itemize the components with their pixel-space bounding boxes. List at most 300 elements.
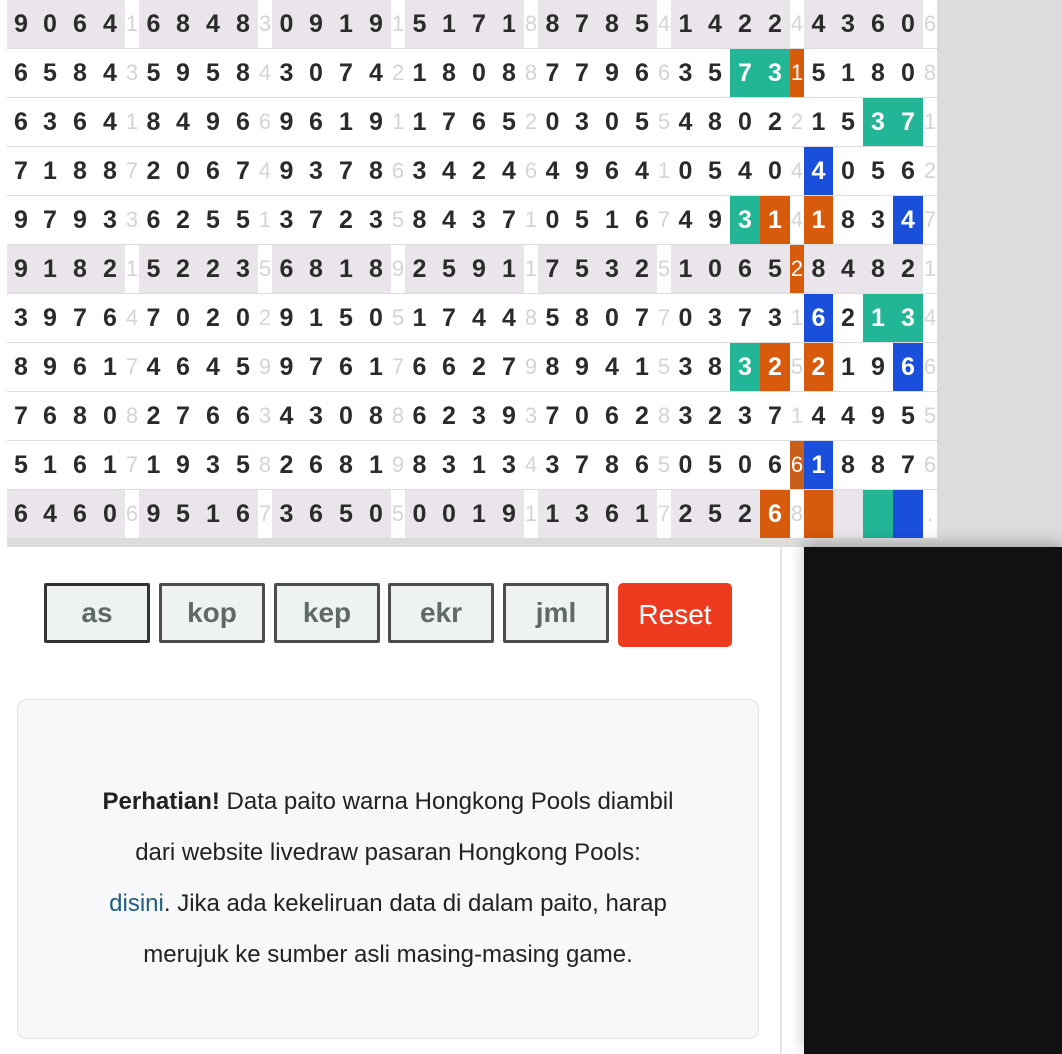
paito-digit: 4 bbox=[538, 147, 567, 195]
paito-digit: 8 bbox=[95, 147, 125, 195]
paito-digit: 7 bbox=[494, 343, 524, 391]
paito-separator: 7 bbox=[125, 441, 139, 489]
kop-button[interactable]: kop bbox=[159, 583, 265, 643]
paito-digit: 0 bbox=[833, 147, 863, 195]
paito-digit: 3 bbox=[301, 147, 331, 195]
paito-separator: 2 bbox=[790, 98, 804, 146]
notice-box bbox=[17, 699, 759, 1039]
paito-digit: 6 bbox=[597, 490, 627, 538]
paito-digit: 6 bbox=[35, 392, 65, 440]
paito-digit: 4 bbox=[35, 490, 65, 538]
paito-digit: 1 bbox=[538, 490, 567, 538]
paito-digit: 7 bbox=[893, 98, 923, 146]
paito-digit: 1 bbox=[198, 490, 228, 538]
paito-digit: 6 bbox=[65, 0, 95, 48]
paito-digit: 6 bbox=[272, 245, 301, 293]
paito-grid bbox=[7, 0, 1062, 547]
paito-digit: 8 bbox=[361, 245, 391, 293]
paito-separator: 9 bbox=[391, 441, 405, 489]
paito-digit: 6 bbox=[198, 392, 228, 440]
paito-digit: 3 bbox=[671, 49, 700, 97]
paito-digit: 7 bbox=[228, 147, 258, 195]
paito-digit: 7 bbox=[893, 441, 923, 489]
paito-digit: 6 bbox=[331, 343, 361, 391]
paito-digit: 9 bbox=[272, 294, 301, 342]
paito-digit: 4 bbox=[494, 294, 524, 342]
paito-digit: 4 bbox=[95, 49, 125, 97]
paito-digit: 3 bbox=[228, 245, 258, 293]
paito-digit: 8 bbox=[65, 49, 95, 97]
paito-digit: 0 bbox=[95, 490, 125, 538]
paito-digit: 0 bbox=[700, 245, 730, 293]
paito-digit: 8 bbox=[863, 441, 893, 489]
paito-separator: 8 bbox=[524, 294, 538, 342]
paito-digit: 1 bbox=[671, 0, 700, 48]
paito-separator: 1 bbox=[391, 98, 405, 146]
paito-digit: 9 bbox=[361, 98, 391, 146]
paito-digit: 9 bbox=[139, 490, 168, 538]
paito-digit: 6 bbox=[228, 490, 258, 538]
paito-separator: 1 bbox=[790, 392, 804, 440]
paito-digit: 7 bbox=[538, 245, 567, 293]
paito-separator: 7 bbox=[657, 490, 671, 538]
paito-digit: 2 bbox=[434, 392, 464, 440]
paito-digit: 2 bbox=[730, 0, 760, 48]
paito-separator: 1 bbox=[125, 245, 139, 293]
jml-button[interactable]: jml bbox=[503, 583, 609, 643]
notice-line-2: dari website livedraw pasaran Hongkong Pools: bbox=[135, 839, 641, 866]
paito-digit: 6 bbox=[168, 343, 198, 391]
paito-digit: 4 bbox=[671, 196, 700, 244]
paito-digit: 5 bbox=[228, 196, 258, 244]
paito-digit: 9 bbox=[301, 0, 331, 48]
paito-digit: 4 bbox=[804, 147, 833, 195]
paito-separator: 5 bbox=[391, 490, 405, 538]
paito-digit: 7 bbox=[760, 392, 790, 440]
paito-separator: 3 bbox=[125, 196, 139, 244]
paito-separator: 8 bbox=[125, 392, 139, 440]
paito-digit: 9 bbox=[567, 147, 597, 195]
paito-digit: 3 bbox=[567, 98, 597, 146]
paito-separator: 1 bbox=[125, 0, 139, 48]
paito-digit: 3 bbox=[361, 196, 391, 244]
paito-digit: 3 bbox=[730, 392, 760, 440]
paito-digit: 1 bbox=[804, 196, 833, 244]
paito-separator: 1 bbox=[524, 196, 538, 244]
paito-digit: 8 bbox=[538, 0, 567, 48]
paito-digit: 9 bbox=[35, 343, 65, 391]
paito-digit: 3 bbox=[833, 0, 863, 48]
paito-digit: 3 bbox=[494, 441, 524, 489]
paito-digit: 1 bbox=[833, 49, 863, 97]
paito-separator: 6 bbox=[790, 441, 804, 489]
paito-digit: 1 bbox=[863, 294, 893, 342]
paito-digit: 4 bbox=[198, 343, 228, 391]
paito-digit: 9 bbox=[863, 392, 893, 440]
paito-separator: 6 bbox=[125, 490, 139, 538]
paito-separator: 2 bbox=[790, 245, 804, 293]
paito-digit: 2 bbox=[139, 147, 168, 195]
paito-digit: 6 bbox=[760, 441, 790, 489]
paito-digit: 3 bbox=[567, 490, 597, 538]
paito-digit: 6 bbox=[228, 392, 258, 440]
paito-separator: 1 bbox=[258, 196, 272, 244]
paito-digit: 5 bbox=[405, 0, 434, 48]
paito-digit: 3 bbox=[671, 343, 700, 391]
paito-digit: 5 bbox=[833, 98, 863, 146]
as-button[interactable]: as bbox=[44, 583, 150, 643]
paito-digit: 5 bbox=[331, 490, 361, 538]
paito-digit: 0 bbox=[730, 98, 760, 146]
paito-digit: 0 bbox=[272, 0, 301, 48]
paito-digit: 8 bbox=[567, 294, 597, 342]
paito-separator: 1 bbox=[923, 98, 937, 146]
paito-digit: 6 bbox=[65, 490, 95, 538]
paito-digit: 1 bbox=[405, 49, 434, 97]
paito-separator: 4 bbox=[258, 147, 272, 195]
paito-digit: 6 bbox=[7, 49, 35, 97]
paito-digit: 0 bbox=[95, 392, 125, 440]
paito-digit: 9 bbox=[7, 0, 35, 48]
paito-digit: 5 bbox=[700, 490, 730, 538]
paito-digit: 6 bbox=[804, 294, 833, 342]
kep-button[interactable]: kep bbox=[274, 583, 380, 643]
paito-digit: 6 bbox=[7, 490, 35, 538]
paito-digit: 6 bbox=[627, 49, 657, 97]
paito-digit: 9 bbox=[168, 49, 198, 97]
paito-digit: 9 bbox=[700, 196, 730, 244]
paito-digit: 7 bbox=[538, 49, 567, 97]
paito-digit: 5 bbox=[139, 49, 168, 97]
paito-digit: 9 bbox=[597, 49, 627, 97]
paito-separator: 4 bbox=[790, 147, 804, 195]
paito-digit: 5 bbox=[804, 49, 833, 97]
paito-digit: 5 bbox=[35, 49, 65, 97]
paito-digit: 6 bbox=[65, 343, 95, 391]
paito-separator: 8 bbox=[923, 49, 937, 97]
paito-digit: 7 bbox=[627, 294, 657, 342]
paito-digit: 6 bbox=[301, 490, 331, 538]
paito-digit: 7 bbox=[168, 392, 198, 440]
paito-separator: 5 bbox=[391, 294, 405, 342]
paito-digit: 9 bbox=[198, 98, 228, 146]
paito-separator: 2 bbox=[258, 294, 272, 342]
paito-digit: 4 bbox=[700, 0, 730, 48]
paito-digit: 0 bbox=[567, 392, 597, 440]
paito-digit: 7 bbox=[139, 294, 168, 342]
paito-digit: 3 bbox=[7, 294, 35, 342]
paito-separator: 2 bbox=[391, 49, 405, 97]
paito-digit: 2 bbox=[627, 245, 657, 293]
paito-digit: 7 bbox=[35, 196, 65, 244]
paito-digit: 7 bbox=[7, 147, 35, 195]
paito-digit: 7 bbox=[434, 294, 464, 342]
paito-separator: 1 bbox=[391, 0, 405, 48]
paito-digit bbox=[804, 490, 833, 538]
paito-digit: 5 bbox=[434, 245, 464, 293]
paito-separator: 5 bbox=[657, 98, 671, 146]
paito-digit: 7 bbox=[301, 343, 331, 391]
paito-digit: 8 bbox=[405, 196, 434, 244]
paito-separator: 5 bbox=[657, 441, 671, 489]
paito-separator: 7 bbox=[125, 343, 139, 391]
paito-digit: 7 bbox=[434, 98, 464, 146]
paito-digit: 6 bbox=[65, 441, 95, 489]
paito-digit: 2 bbox=[627, 392, 657, 440]
paito-digit: 2 bbox=[760, 0, 790, 48]
paito-digit: 3 bbox=[730, 343, 760, 391]
paito-separator: 7 bbox=[391, 343, 405, 391]
paito-separator: 1 bbox=[524, 490, 538, 538]
paito-separator: 4 bbox=[524, 441, 538, 489]
paito-separator: 6 bbox=[923, 343, 937, 391]
paito-digit: 4 bbox=[272, 392, 301, 440]
paito-separator: 1 bbox=[923, 245, 937, 293]
paito-digit: 2 bbox=[198, 294, 228, 342]
paito-digit: 8 bbox=[331, 441, 361, 489]
paito-digit: 2 bbox=[464, 343, 494, 391]
paito-digit: 1 bbox=[464, 490, 494, 538]
paito-separator: 6 bbox=[391, 147, 405, 195]
paito-separator: 3 bbox=[125, 49, 139, 97]
paito-separator: 8 bbox=[657, 392, 671, 440]
paito-digit: 9 bbox=[65, 196, 95, 244]
paito-digit: 8 bbox=[65, 147, 95, 195]
paito-digit: 6 bbox=[405, 392, 434, 440]
paito-digit: 4 bbox=[597, 343, 627, 391]
paito-separator: 6 bbox=[258, 98, 272, 146]
paito-digit: 9 bbox=[272, 343, 301, 391]
paito-digit: 3 bbox=[464, 196, 494, 244]
paito-digit: 7 bbox=[567, 0, 597, 48]
paito-digit bbox=[833, 490, 863, 538]
paito-digit: 6 bbox=[301, 98, 331, 146]
paito-digit: 8 bbox=[405, 441, 434, 489]
paito-digit: 6 bbox=[730, 245, 760, 293]
paito-digit: 5 bbox=[627, 98, 657, 146]
paito-digit: 0 bbox=[671, 441, 700, 489]
paito-digit: 0 bbox=[168, 294, 198, 342]
paito-digit: 4 bbox=[627, 147, 657, 195]
paito-digit: 1 bbox=[35, 147, 65, 195]
paito-digit: 1 bbox=[331, 0, 361, 48]
paito-separator: 3 bbox=[258, 0, 272, 48]
paito-digit: 5 bbox=[168, 490, 198, 538]
ekr-button[interactable]: ekr bbox=[388, 583, 494, 643]
paito-digit: 8 bbox=[228, 49, 258, 97]
paito-digit: 4 bbox=[464, 294, 494, 342]
paito-digit: 1 bbox=[760, 196, 790, 244]
paito-digit: 0 bbox=[228, 294, 258, 342]
notice-line-4: merujuk ke sumber asli masing-masing game. bbox=[143, 941, 633, 968]
paito-digit: 5 bbox=[331, 294, 361, 342]
paito-digit: 7 bbox=[567, 441, 597, 489]
paito-digit: 6 bbox=[760, 490, 790, 538]
paito-digit: 0 bbox=[538, 98, 567, 146]
paito-digit: 2 bbox=[833, 294, 863, 342]
paito-digit: 8 bbox=[301, 245, 331, 293]
paito-digit: 1 bbox=[833, 343, 863, 391]
paito-digit: 2 bbox=[804, 343, 833, 391]
paito-digit: 5 bbox=[893, 392, 923, 440]
paito-digit: 9 bbox=[7, 245, 35, 293]
paito-digit: 4 bbox=[95, 0, 125, 48]
paito-digit: 3 bbox=[198, 441, 228, 489]
paito-digit: 3 bbox=[301, 392, 331, 440]
paito-digit: 0 bbox=[671, 294, 700, 342]
paito-digit: 1 bbox=[35, 245, 65, 293]
notice-line-3 bbox=[109, 878, 667, 929]
paito-digit: 0 bbox=[893, 49, 923, 97]
paito-separator: 3 bbox=[524, 392, 538, 440]
paito-digit: 8 bbox=[7, 343, 35, 391]
paito-digit: 2 bbox=[139, 392, 168, 440]
paito-digit: 8 bbox=[597, 441, 627, 489]
paito-separator: 5 bbox=[391, 196, 405, 244]
paito-separator: 4 bbox=[657, 0, 671, 48]
paito-digit: 7 bbox=[730, 49, 760, 97]
paito-separator: 3 bbox=[258, 392, 272, 440]
paito-separator: 7 bbox=[657, 196, 671, 244]
paito-digit: 7 bbox=[301, 196, 331, 244]
paito-digit: 5 bbox=[494, 98, 524, 146]
paito-digit: 4 bbox=[434, 196, 464, 244]
paito-digit: 1 bbox=[464, 441, 494, 489]
paito-digit: 4 bbox=[494, 147, 524, 195]
paito-digit: 1 bbox=[301, 294, 331, 342]
notice-bold: Perhatian! bbox=[102, 788, 220, 815]
paito-digit: 8 bbox=[494, 49, 524, 97]
paito-digit: 5 bbox=[228, 441, 258, 489]
paito-separator: 7 bbox=[258, 490, 272, 538]
paito-separator: 1 bbox=[790, 49, 804, 97]
paito-digit: 2 bbox=[331, 196, 361, 244]
paito-digit: 8 bbox=[804, 245, 833, 293]
paito-digit bbox=[863, 490, 893, 538]
paito-digit: 6 bbox=[95, 294, 125, 342]
paito-separator: 8 bbox=[258, 441, 272, 489]
paito-digit: 9 bbox=[272, 98, 301, 146]
paito-digit: 7 bbox=[331, 147, 361, 195]
paito-digit: 4 bbox=[198, 0, 228, 48]
paito-digit: 8 bbox=[65, 245, 95, 293]
paito-digit: 4 bbox=[893, 196, 923, 244]
paito-digit: 5 bbox=[760, 245, 790, 293]
paito-digit: 0 bbox=[464, 49, 494, 97]
paito-separator: 7 bbox=[657, 294, 671, 342]
paito-digit: 8 bbox=[434, 49, 464, 97]
paito-separator: 1 bbox=[125, 98, 139, 146]
paito-digit: 0 bbox=[538, 196, 567, 244]
paito-digit: 4 bbox=[730, 147, 760, 195]
paito-separator: 6 bbox=[657, 49, 671, 97]
paito-digit: 6 bbox=[301, 441, 331, 489]
paito-separator: 5 bbox=[258, 245, 272, 293]
paito-digit: 5 bbox=[198, 49, 228, 97]
paito-digit: 7 bbox=[538, 392, 567, 440]
paito-digit: 0 bbox=[361, 490, 391, 538]
paito-digit: 3 bbox=[760, 294, 790, 342]
paito-digit: 6 bbox=[139, 0, 168, 48]
paito-digit: 1 bbox=[405, 294, 434, 342]
paito-digit: 6 bbox=[597, 392, 627, 440]
paito-digit: 4 bbox=[95, 98, 125, 146]
paito-digit: 6 bbox=[464, 98, 494, 146]
paito-digit: 4 bbox=[671, 98, 700, 146]
paito-digit: 9 bbox=[494, 490, 524, 538]
paito-digit: 0 bbox=[35, 0, 65, 48]
paito-digit: 5 bbox=[567, 196, 597, 244]
paito-digit: 7 bbox=[464, 0, 494, 48]
paito-separator: 2 bbox=[524, 98, 538, 146]
paito-digit: 8 bbox=[139, 98, 168, 146]
paito-separator: 4 bbox=[125, 294, 139, 342]
tool-panel bbox=[0, 547, 782, 1054]
paito-digit: 9 bbox=[494, 392, 524, 440]
paito-digit: 6 bbox=[627, 196, 657, 244]
paito-digit: 3 bbox=[863, 98, 893, 146]
paito-digit: 0 bbox=[893, 0, 923, 48]
paito-digit: 3 bbox=[405, 147, 434, 195]
paito-digit: 8 bbox=[538, 343, 567, 391]
paito-digit: 2 bbox=[198, 245, 228, 293]
paito-digit: 5 bbox=[198, 196, 228, 244]
paito-digit: 1 bbox=[331, 245, 361, 293]
paito-digit: 8 bbox=[833, 196, 863, 244]
paito-digit: 4 bbox=[139, 343, 168, 391]
reset-button[interactable]: Reset bbox=[618, 583, 732, 647]
paito-digit: 3 bbox=[95, 196, 125, 244]
paito-digit: 1 bbox=[361, 441, 391, 489]
paito-digit: 8 bbox=[361, 392, 391, 440]
paito-separator: 1 bbox=[790, 294, 804, 342]
paito-digit: 6 bbox=[893, 343, 923, 391]
paito-digit: 1 bbox=[627, 343, 657, 391]
paito-digit: 0 bbox=[168, 147, 198, 195]
paito-digit: 5 bbox=[7, 441, 35, 489]
paito-digit bbox=[893, 490, 923, 538]
paito-digit: 1 bbox=[804, 98, 833, 146]
paito-digit: 0 bbox=[434, 490, 464, 538]
paito-separator: 5 bbox=[657, 245, 671, 293]
dark-side-panel bbox=[804, 547, 1062, 1054]
source-link[interactable]: disini bbox=[109, 890, 164, 917]
paito-separator: 5 bbox=[657, 343, 671, 391]
paito-digit: 4 bbox=[833, 245, 863, 293]
paito-separator: 8 bbox=[524, 49, 538, 97]
paito-digit: 6 bbox=[893, 147, 923, 195]
paito-separator: 8 bbox=[790, 490, 804, 538]
paito-digit: 6 bbox=[597, 147, 627, 195]
paito-digit: 0 bbox=[301, 49, 331, 97]
paito-digit: 2 bbox=[272, 441, 301, 489]
paito-digit: 3 bbox=[597, 245, 627, 293]
paito-digit: 3 bbox=[671, 392, 700, 440]
paito-digit: 9 bbox=[567, 343, 597, 391]
paito-digit: 7 bbox=[7, 392, 35, 440]
paito-separator: 6 bbox=[923, 0, 937, 48]
paito-digit: 5 bbox=[700, 441, 730, 489]
paito-digit: 5 bbox=[700, 147, 730, 195]
paito-digit: 4 bbox=[833, 392, 863, 440]
paito-separator: 6 bbox=[524, 147, 538, 195]
paito-digit: 8 bbox=[361, 147, 391, 195]
paito-digit: 7 bbox=[567, 49, 597, 97]
paito-digit: 9 bbox=[863, 343, 893, 391]
paito-digit: 3 bbox=[464, 392, 494, 440]
paito-digit: 0 bbox=[597, 98, 627, 146]
paito-digit: 3 bbox=[272, 490, 301, 538]
